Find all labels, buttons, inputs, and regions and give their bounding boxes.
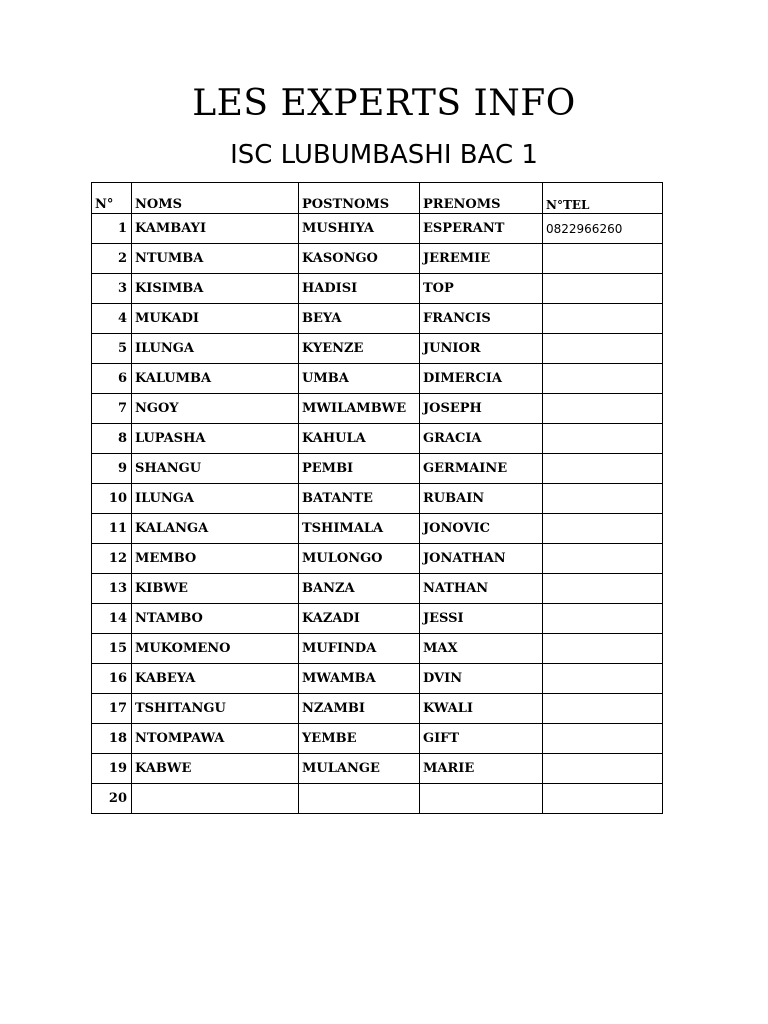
row-number: 10: [92, 484, 132, 514]
cell-nom: KISIMBA: [132, 274, 299, 304]
document-subtitle: ISC LUBUMBASHI BAC 1: [230, 140, 538, 170]
cell-postnom: [299, 784, 420, 814]
cell-prenom: JOSEPH: [420, 394, 543, 424]
cell-prenom: DIMERCIA: [420, 364, 543, 394]
row-number: 8: [92, 424, 132, 454]
cell-nom: MEMBO: [132, 544, 299, 574]
cell-postnom: MWAMBA: [299, 664, 420, 694]
cell-prenom: TOP: [420, 274, 543, 304]
cell-prenom: [420, 784, 543, 814]
cell-nom: NTUMBA: [132, 244, 299, 274]
cell-prenom: MAX: [420, 634, 543, 664]
header-prenoms: PRENOMS: [420, 183, 543, 214]
row-number: 6: [92, 364, 132, 394]
cell-postnom: KAZADI: [299, 604, 420, 634]
cell-tel: [543, 604, 663, 634]
cell-nom: MUKADI: [132, 304, 299, 334]
row-number: 11: [92, 514, 132, 544]
cell-tel: [543, 724, 663, 754]
row-number: 3: [92, 274, 132, 304]
row-number: 19: [92, 754, 132, 784]
table-row: [92, 604, 663, 634]
cell-tel: [543, 634, 663, 664]
table-row: [92, 514, 663, 544]
table-row: [92, 304, 663, 334]
cell-tel: [543, 424, 663, 454]
cell-prenom: JEREMIE: [420, 244, 543, 274]
table-row: [92, 364, 663, 394]
row-number: 16: [92, 664, 132, 694]
cell-postnom: HADISI: [299, 274, 420, 304]
cell-nom: NGOY: [132, 394, 299, 424]
table-row: [92, 634, 663, 664]
cell-postnom: MUFINDA: [299, 634, 420, 664]
cell-postnom: BATANTE: [299, 484, 420, 514]
row-number: 5: [92, 334, 132, 364]
cell-postnom: NZAMBI: [299, 694, 420, 724]
table-row: [92, 244, 663, 274]
table-row: [92, 424, 663, 454]
student-table: [91, 182, 663, 814]
cell-tel: [543, 304, 663, 334]
cell-prenom: MARIE: [420, 754, 543, 784]
cell-tel: [543, 574, 663, 604]
row-number: 7: [92, 394, 132, 424]
table-row: [92, 724, 663, 754]
cell-nom: [132, 784, 299, 814]
cell-prenom: NATHAN: [420, 574, 543, 604]
document-title: LES EXPERTS INFO: [192, 83, 576, 124]
cell-tel: [543, 544, 663, 574]
cell-prenom: JUNIOR: [420, 334, 543, 364]
table-row: [92, 274, 663, 304]
table-row: [92, 454, 663, 484]
cell-nom: TSHITANGU: [132, 694, 299, 724]
cell-nom: ILUNGA: [132, 334, 299, 364]
table-row: [92, 394, 663, 424]
row-number: 15: [92, 634, 132, 664]
row-number: 14: [92, 604, 132, 634]
cell-nom: KIBWE: [132, 574, 299, 604]
cell-postnom: PEMBI: [299, 454, 420, 484]
cell-nom: MUKOMENO: [132, 634, 299, 664]
cell-tel: [543, 394, 663, 424]
row-number: 20: [92, 784, 132, 814]
cell-postnom: YEMBE: [299, 724, 420, 754]
cell-postnom: MUSHIYA: [299, 214, 420, 244]
cell-prenom: JESSI: [420, 604, 543, 634]
cell-tel: [543, 454, 663, 484]
cell-postnom: BANZA: [299, 574, 420, 604]
cell-nom: LUPASHA: [132, 424, 299, 454]
row-number: 13: [92, 574, 132, 604]
cell-nom: KABWE: [132, 754, 299, 784]
cell-nom: NTOMPAWA: [132, 724, 299, 754]
cell-tel: [543, 364, 663, 394]
cell-postnom: UMBA: [299, 364, 420, 394]
cell-prenom: GIFT: [420, 724, 543, 754]
row-number: 12: [92, 544, 132, 574]
cell-tel: [543, 244, 663, 274]
row-number: 1: [92, 214, 132, 244]
cell-nom: KABEYA: [132, 664, 299, 694]
cell-prenom: RUBAIN: [420, 484, 543, 514]
row-number: 2: [92, 244, 132, 274]
cell-prenom: JONATHAN: [420, 544, 543, 574]
row-number: 18: [92, 724, 132, 754]
table-row: [92, 484, 663, 514]
cell-prenom: DVIN: [420, 664, 543, 694]
cell-postnom: KASONGO: [299, 244, 420, 274]
row-number: 4: [92, 304, 132, 334]
cell-tel: [543, 514, 663, 544]
table-header-row: [92, 183, 663, 214]
cell-postnom: KAHULA: [299, 424, 420, 454]
cell-prenom: GRACIA: [420, 424, 543, 454]
cell-nom: NTAMBO: [132, 604, 299, 634]
cell-postnom: MULANGE: [299, 754, 420, 784]
cell-tel: [543, 664, 663, 694]
cell-postnom: BEYA: [299, 304, 420, 334]
cell-postnom: TSHIMALA: [299, 514, 420, 544]
cell-postnom: MWILAMBWE: [299, 394, 420, 424]
cell-nom: KALUMBA: [132, 364, 299, 394]
table-row: [92, 784, 663, 814]
cell-tel: [543, 784, 663, 814]
header-number: N°: [92, 183, 132, 214]
cell-tel: [543, 694, 663, 724]
table-row: [92, 694, 663, 724]
table-row: [92, 544, 663, 574]
cell-prenom: KWALI: [420, 694, 543, 724]
cell-tel: [543, 484, 663, 514]
cell-postnom: MULONGO: [299, 544, 420, 574]
row-number: 17: [92, 694, 132, 724]
cell-tel: [543, 334, 663, 364]
table-row: [92, 754, 663, 784]
cell-prenom: GERMAINE: [420, 454, 543, 484]
table-body: [92, 214, 663, 814]
row-number: 9: [92, 454, 132, 484]
table-row: [92, 214, 663, 244]
cell-nom: ILUNGA: [132, 484, 299, 514]
table-row: [92, 334, 663, 364]
cell-prenom: ESPERANT: [420, 214, 543, 244]
header-noms: NOMS: [132, 183, 299, 214]
cell-nom: KALANGA: [132, 514, 299, 544]
cell-prenom: JONOVIC: [420, 514, 543, 544]
cell-postnom: KYENZE: [299, 334, 420, 364]
cell-tel: [543, 274, 663, 304]
cell-nom: SHANGU: [132, 454, 299, 484]
cell-tel: 0822966260: [543, 214, 663, 244]
table-row: [92, 664, 663, 694]
cell-nom: KAMBAYI: [132, 214, 299, 244]
cell-prenom: FRANCIS: [420, 304, 543, 334]
header-postnoms: POSTNOMS: [299, 183, 420, 214]
cell-tel: [543, 754, 663, 784]
table-row: [92, 574, 663, 604]
header-tel: N°TEL: [543, 183, 663, 214]
